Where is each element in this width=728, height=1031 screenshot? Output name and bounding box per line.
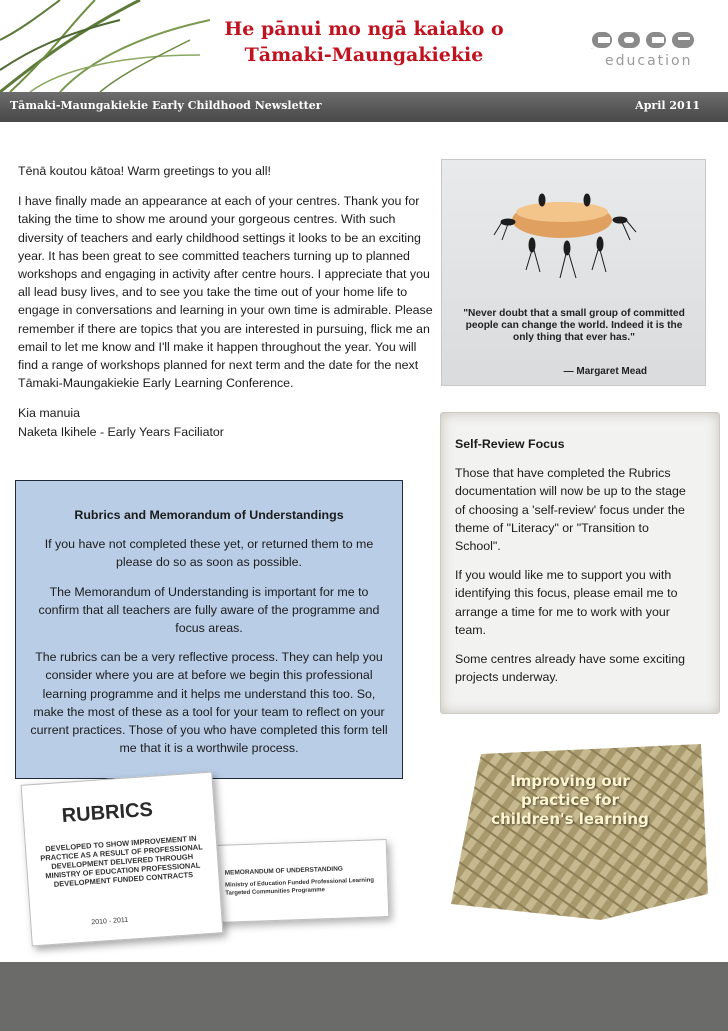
newsletter-title-line1: He pānui mo ngā kaiako o [224, 18, 504, 40]
greeting: Tēnā koutou kātoa! Warm greetings to you all! [18, 164, 271, 178]
mou-document-image [215, 839, 390, 923]
self-review-p1: Those that have completed the Rubrics documentation will now be up to the stage of choosing a 'self-review' focus under the theme of "Literacy" or "Transition to School". [455, 466, 686, 554]
rubrics-p2: The Memorandum of Understanding is important for me to confirm that all teachers are fully aware of the programme and focus areas. [38, 584, 380, 636]
rubrics-p1: If you have not completed these yet, or returned them to me please do so as soon as possible. [44, 537, 374, 570]
footer-band [0, 962, 728, 1031]
mou-title: MEMORANDUM OF UNDERSTANDING [224, 865, 344, 877]
intro-letter [18, 162, 434, 441]
quote-author: — Margaret Mead [563, 366, 647, 377]
signoff: Kia manuia [18, 406, 80, 421]
newsletter-name: Tāmaki-Maungakiekie Early Childhood Newsletter [10, 99, 322, 112]
ants-photo [441, 159, 706, 386]
self-review-heading: Self-Review Focus [455, 437, 565, 451]
self-review-p2: If you would like me to support you with identifying this focus, please email me to arrange a time for me to work with your team. [455, 568, 678, 637]
rubrics-info-text [28, 506, 390, 757]
rubrics-doc-year: 2010 - 2011 [91, 916, 129, 927]
newsletter-date: April 2011 [635, 99, 700, 112]
photo-quote: "Never doubt that a small group of committed people can change the world. Indeed it is the only thing that ever has." [463, 308, 685, 343]
weave-caption: Improving our practice for children's learning [491, 772, 649, 828]
woven-flax-image [451, 744, 708, 920]
logo-word: core [591, 49, 593, 50]
rubrics-document-image [21, 772, 224, 947]
newsletter-title-line2: Tāmaki-Maungakiekie [244, 44, 484, 66]
rubrics-p3: The rubrics can be a very reflective process. They can help you consider where you are at before we begin this professional learning programme and it helps me understand this too. So, make the most of these as a tool for your team to reflect on your current practices. Those of you who have completed this form tell me that it is a worthwile process. [30, 650, 388, 756]
rubrics-doc-subtitle: DEVELOPED TO SHOW IMPROVEMENT IN PRACTICE AS A RESULT OF PROFESSIONAL DEVELOPMENT DELIVERED THROUGH MINISTRY OF EDUCATION PROFESSIONAL DEVELOPMENT FUNDED CONTRACTS [40, 833, 204, 889]
rubrics-heading: Rubrics and Memorandum of Understandings [74, 508, 344, 522]
self-review-section [455, 435, 695, 686]
rubrics-doc-title: RUBRICS [61, 798, 154, 828]
mou-subtitle: Ministry of Education Funded Professional Learning Targeted Communities Programme [225, 877, 375, 897]
self-review-p3: Some centres already have some exciting projects underway. [455, 652, 686, 685]
logo-subtitle: education [605, 53, 693, 69]
ants-illustration [442, 160, 705, 300]
intro-body: I have finally made an appearance at each of your centres. Thank you for taking the time to show me around your gorgeous centres. With such diversity of teachers and early childhood settings it looks to be an exciting year. It has been great to see committed teachers turning up to planned workshops and engaging in activity after centre hours. I appreciate that you all lead busy lives, and to see you take the time out of your home life to engage in conversations and learning in your own time is admirable. Please remember if there are topics that you are interested in pursuing, flick me an email to let me know and I'll make it happen throughout the year. You will find a range of workshops planned for next term and the date for the next Tāmaki-Maungakiekie Early Learning Conference. [18, 194, 433, 391]
signature: Naketa Ikihele - Early Years Faciliator [18, 424, 224, 439]
